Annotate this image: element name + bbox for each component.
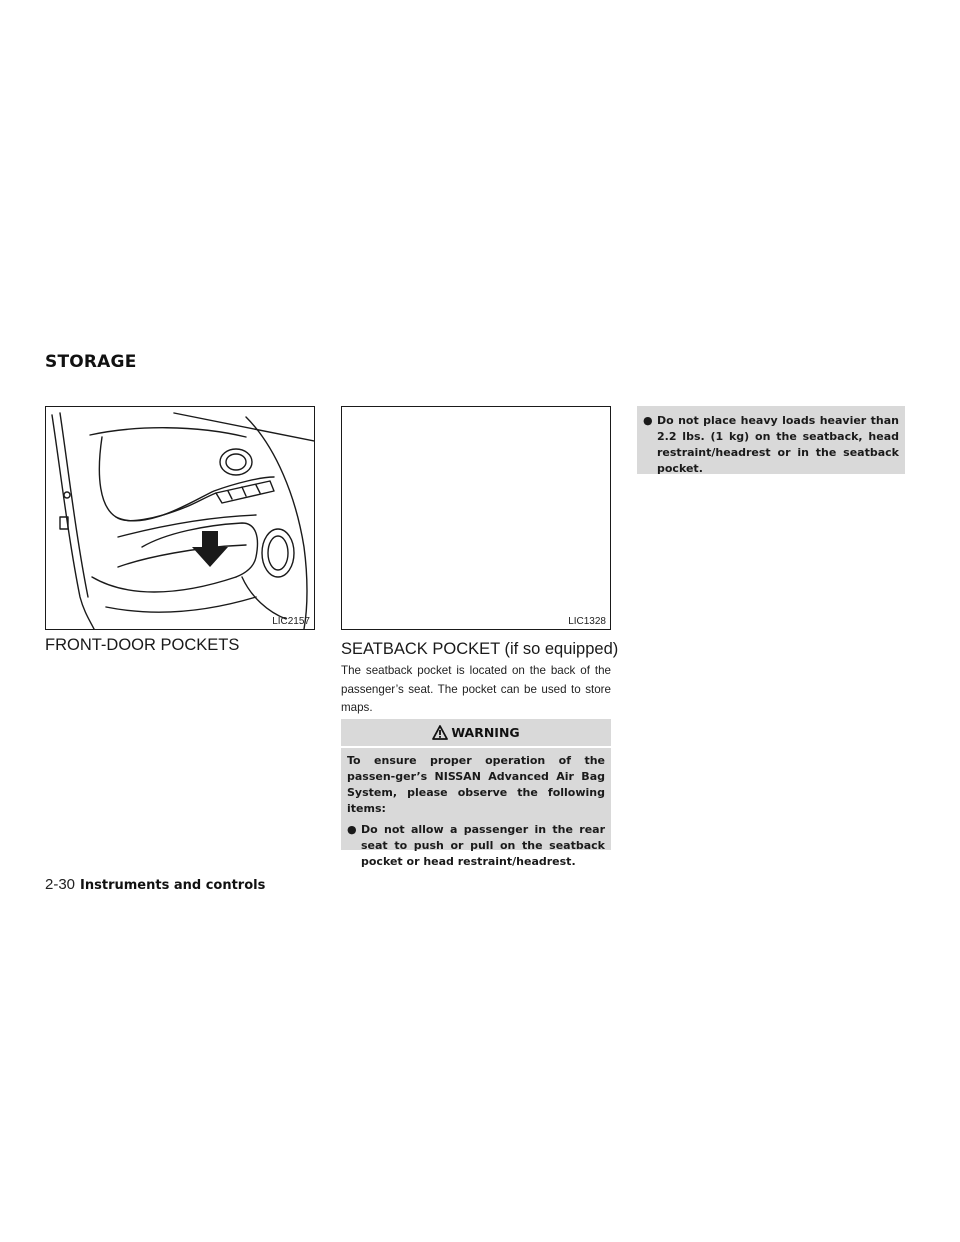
- bullet-glyph: ●: [347, 823, 357, 836]
- page-footer: [45, 876, 265, 893]
- warning-divider: [341, 746, 611, 748]
- warning-body: [643, 408, 899, 477]
- door-line-drawing: [46, 407, 314, 629]
- warning-bullet-text: Do not allow a passenger in the rear seat to push or pull on the seatback pocket or head restraint/headrest.: [361, 823, 605, 868]
- warning-header: [341, 720, 611, 744]
- warning-intro: To ensure proper operation of the passen-ger’s NISSAN Advanced Air Bag System, please observe the following items:: [347, 754, 605, 815]
- section-title: STORAGE: [45, 352, 137, 372]
- page-number: 2-30: [45, 876, 76, 893]
- warning-bullet-text: Do not place heavy loads heavier than 2.2 lbs. (1 kg) on the seatback, head restraint/headrest or in the seatback pocket.: [657, 414, 899, 475]
- seatback-pocket-illustration: [341, 406, 611, 630]
- front-door-pockets-heading: FRONT-DOOR POCKETS: [45, 636, 240, 654]
- figure-code: LIC2157: [272, 616, 310, 627]
- warning-box: [341, 719, 611, 868]
- warning-triangle-icon: [432, 725, 448, 740]
- bullet-glyph: ●: [643, 414, 653, 427]
- chapter-title: Instruments and controls: [80, 878, 266, 893]
- warning-body: [347, 753, 605, 870]
- seatback-pocket-body: The seatback pocket is located on the back of the passenger’s seat. The pocket can be used to store maps.: [341, 664, 611, 714]
- down-arrow-icon: [192, 531, 228, 567]
- seatback-pocket-heading: SEATBACK POCKET (if so equipped): [341, 640, 619, 658]
- front-door-pocket-illustration: [45, 406, 315, 630]
- warning-box-continued: [637, 406, 905, 474]
- warning-bullet: [347, 822, 605, 870]
- warning-title: WARNING: [451, 724, 520, 740]
- figure-code: LIC1328: [568, 616, 606, 627]
- warning-bullet: [643, 413, 899, 477]
